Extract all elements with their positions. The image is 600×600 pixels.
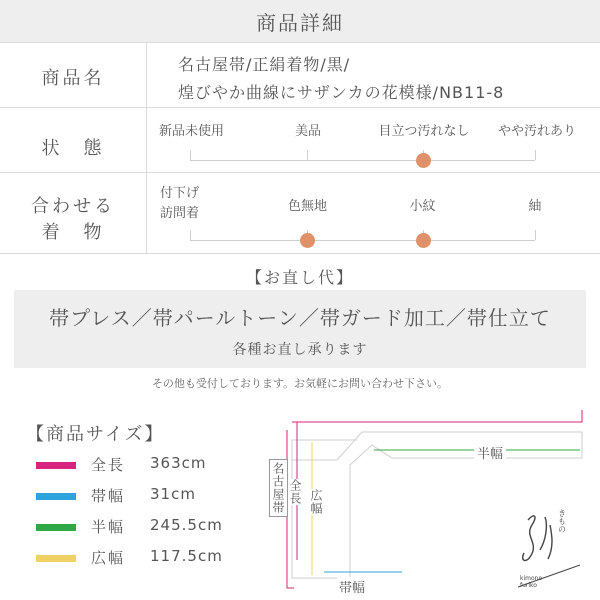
condition-tick [307, 150, 308, 160]
size-swatch-obi-width [36, 493, 76, 500]
logo-caption: kimono furiko [520, 575, 543, 589]
product-name-line1: 名古屋帯/正絹着物/黒/ [178, 55, 351, 74]
product-name-line2: 煌びやか曲線にサザンカの花模様/NB11-8 [178, 83, 505, 102]
full-length-guide [287, 430, 294, 588]
size-title: 【商品サイズ】 [26, 424, 165, 445]
size-swatch-wide-width [36, 555, 76, 562]
match-option-komon: 小紋 [409, 199, 436, 214]
divider [0, 107, 600, 108]
logo-small-text: きもの [557, 509, 567, 533]
match-label-line1: 合わせる [31, 196, 115, 217]
diagram-label-full-length: 全長 [288, 479, 302, 505]
diagram-label-obi-type: 名古屋帯 [269, 459, 288, 517]
size-swatch-full-length [36, 462, 76, 469]
match-selected-dot-iromuji [300, 233, 315, 248]
match-option-tsukesage: 付下げ [160, 186, 200, 201]
size-value-half-width: 245.5cm [150, 516, 223, 534]
condition-selected-dot [416, 153, 431, 168]
size-swatch-half-width [36, 524, 76, 531]
divider [0, 42, 600, 43]
size-name-obi-width: 帯幅 [91, 487, 126, 505]
condition-label: 状 態 [41, 138, 105, 159]
product-name-label: 商品名 [41, 68, 105, 89]
condition-option-no-stains: 目立つ汚れなし [378, 124, 470, 139]
size-name-full-length: 全長 [91, 456, 126, 474]
divider [0, 253, 600, 254]
condition-option-excellent: 美品 [294, 124, 321, 139]
size-value-full-length: 363cm [150, 454, 207, 472]
diagram-label-half-width: 半幅 [474, 443, 506, 462]
match-selected-dot-komon [416, 233, 431, 248]
match-label-line2: 着 物 [41, 222, 105, 243]
match-tick [535, 230, 536, 240]
diagram-label-wide-width: 広幅 [309, 489, 323, 515]
size-value-wide-width: 117.5cm [150, 547, 223, 565]
size-name-half-width: 半幅 [91, 518, 126, 536]
condition-option-new: 新品未使用 [158, 124, 224, 139]
match-option-houmongi: 訪問着 [160, 206, 200, 221]
diagram-label-obi-width: 帯幅 [337, 577, 367, 596]
page-title: 商品詳細 [256, 11, 344, 35]
condition-tick [535, 150, 536, 160]
logo-stroke [523, 516, 535, 561]
match-track [190, 240, 535, 241]
condition-track [190, 160, 535, 161]
service-subtitle: 各種お直し承ります [232, 342, 368, 358]
condition-tick [190, 150, 191, 160]
column-divider [146, 42, 147, 253]
size-name-wide-width: 広幅 [91, 549, 126, 567]
service-list: 帯プレス／帯パールトーン／帯ガード加工／帯仕立て [49, 306, 551, 330]
service-title: 【お直し代】 [245, 268, 354, 287]
logo-stroke [540, 517, 552, 559]
service-note: その他も受付しております。お気軽にお問い合わせ下さい。 [151, 377, 449, 390]
divider [0, 172, 600, 173]
match-option-tsumugi: 紬 [528, 199, 542, 214]
condition-option-slight-stains: やや汚れあり [497, 124, 576, 139]
match-tick [190, 230, 191, 240]
match-option-iromuji: 色無地 [287, 199, 327, 214]
size-value-obi-width: 31cm [150, 485, 196, 503]
